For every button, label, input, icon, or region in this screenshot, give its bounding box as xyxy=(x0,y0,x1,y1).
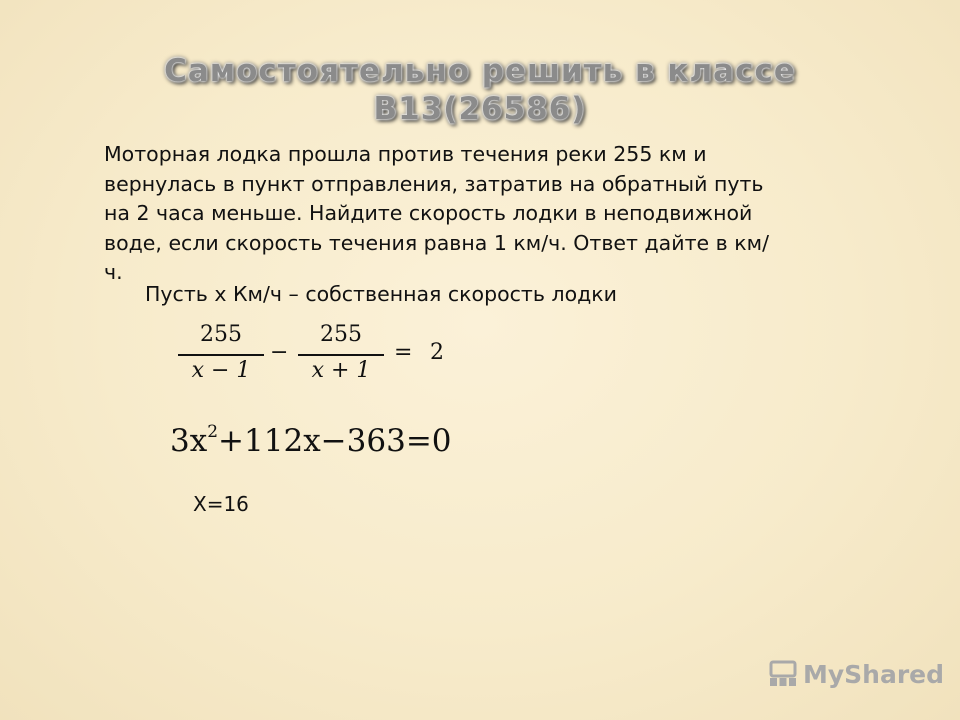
title-line-2: В13(26586) xyxy=(373,91,587,127)
fraction-equation xyxy=(178,322,458,390)
fraction-1-bar xyxy=(178,354,264,356)
fraction-2-denominator: x + 1 xyxy=(311,358,371,383)
equation-rhs: 2 xyxy=(430,340,444,365)
quadratic-rest: +112x−363=0 xyxy=(218,423,452,459)
fraction-1-denominator: x − 1 xyxy=(191,358,251,383)
problem-text: Моторная лодка прошла против течения реки 255 км и вернулась в пункт отправления, затратив на обратный путь на 2 часа меньше. Найдите скорость лодки в неподвижной воде, если скорость течения равна 1 км/ч. Ответ дайте в км/ч. xyxy=(104,142,769,284)
answer-text: Х=16 xyxy=(193,492,249,516)
equals-sign: = xyxy=(394,340,413,365)
quadratic-exponent: 2 xyxy=(207,422,219,442)
fraction-2-bar xyxy=(298,354,384,356)
quadratic-term: 3x xyxy=(170,423,208,459)
minus-sign: − xyxy=(270,340,289,365)
watermark-logo xyxy=(768,656,944,692)
fraction-1-numerator: 255 xyxy=(200,322,242,347)
fraction-2-numerator: 255 xyxy=(320,322,362,347)
quadratic-equation xyxy=(170,422,452,459)
title-line-1: Самостоятельно решить в классе xyxy=(164,53,796,89)
let-statement: Пусть х Км/ч – собственная скорость лодки xyxy=(145,282,617,306)
watermark-text: MyShared xyxy=(803,659,945,689)
slide-title xyxy=(0,52,960,128)
classroom-icon xyxy=(768,660,798,688)
